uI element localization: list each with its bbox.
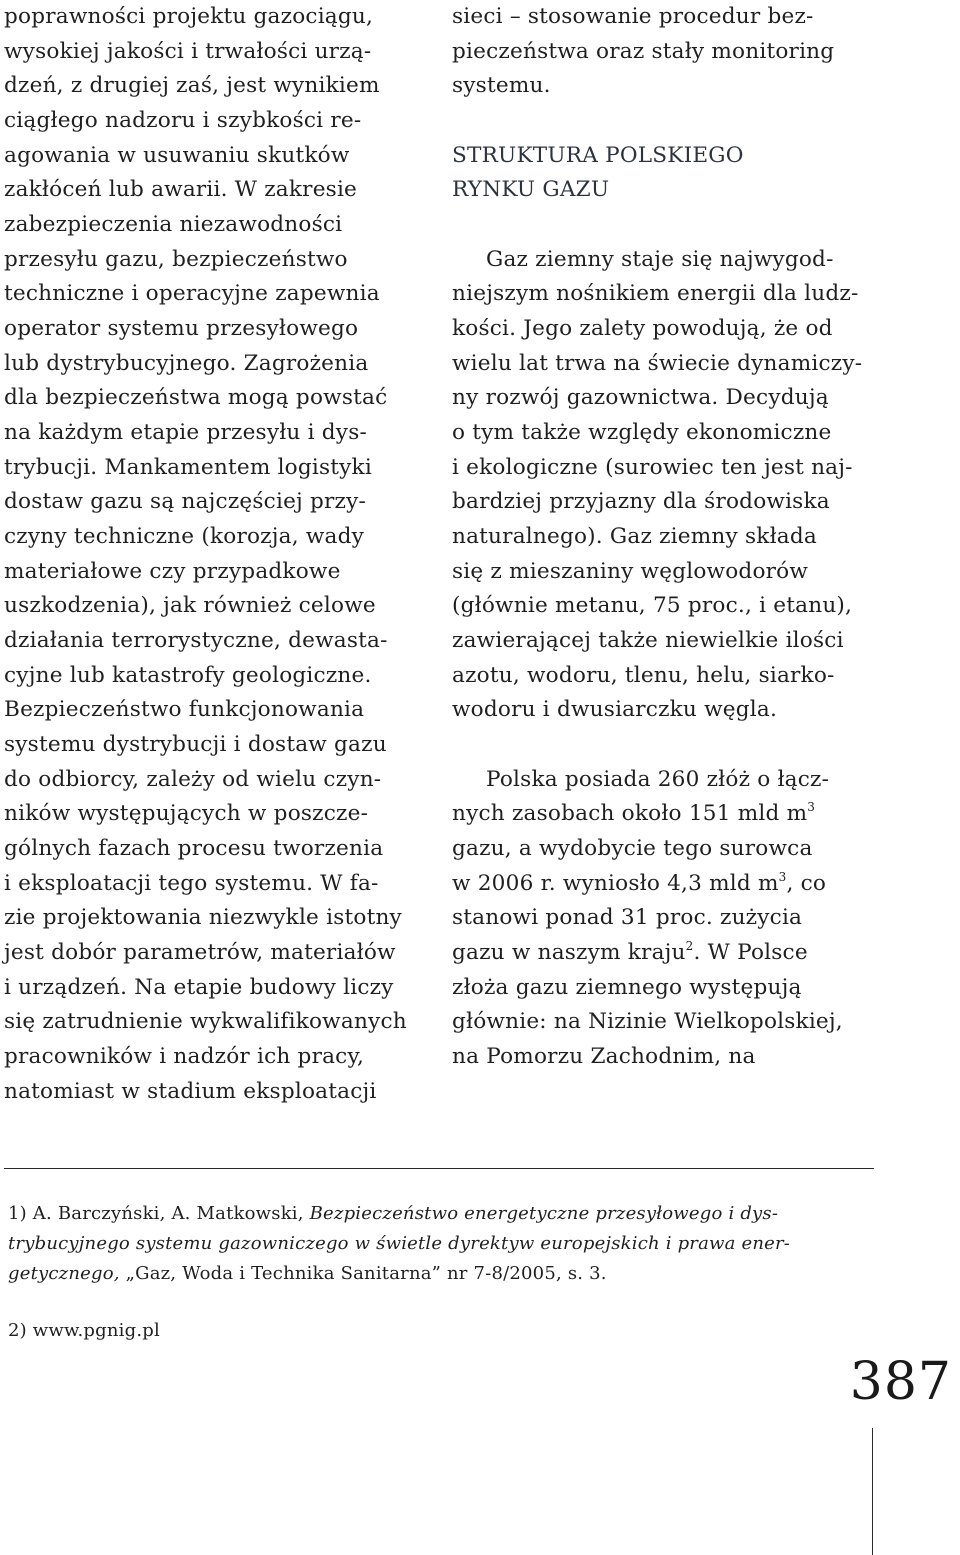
footnote-author: 1) A. Barczyński, A. Matkowski, (8, 1203, 310, 1224)
text-line: stanowi ponad 31 proc. zużycia (452, 905, 803, 931)
text-line: ny rozwój gazownictwa. Decydują (452, 385, 829, 411)
heading-line: STRUKTURA POLSKIEGO (452, 142, 744, 168)
text-segment: . W Polsce (693, 940, 808, 966)
text-line: i urządzeń. Na etapie budowy liczy (4, 974, 394, 1000)
text-line: niejszym nośnikiem energii dla ludz- (452, 281, 859, 307)
footnote-title: trybucyjnego systemu gazowniczego w świetle dyrektyw europejskich i prawa ener- (8, 1233, 791, 1254)
text-line: wysokiej jakości i trwałości urzą- (4, 38, 372, 64)
section-heading (452, 139, 872, 208)
text-line: wielu lat trwa na świecie dynamiczy- (452, 350, 863, 376)
text-line: naturalnego). Gaz ziemny składa (452, 524, 817, 550)
text-line: Bezpieczeństwo funkcjonowania (4, 697, 365, 723)
page-vertical-rule (872, 1428, 873, 1555)
text-line (452, 797, 872, 832)
text-line: dostaw gazu są najczęściej przy- (4, 489, 367, 515)
text-line: ciągłego nadzoru i szybkości re- (4, 108, 362, 134)
text-line: się zatrudnienie wykwalifikowanych (4, 1009, 407, 1035)
text-line: przesyłu gazu, bezpieczeństwo (4, 246, 348, 272)
text-line: lub dystrybucyjnego. Zagrożenia (4, 350, 369, 376)
text-line: na Pomorzu Zachodnim, na (452, 1044, 756, 1070)
text-line: na każdym etapie przesyłu i dys- (4, 420, 367, 446)
text-line: zie projektowania niezwykle istotny (4, 905, 402, 931)
footnote-line (8, 1259, 790, 1289)
text-line: zawierającej także niewielkie ilości (452, 628, 844, 654)
text-segment: , co (786, 870, 827, 896)
text-line: natomiast w stadium eksploatacji (4, 1078, 377, 1104)
paragraph-natural-gas (452, 243, 872, 728)
text-line: cyjne lub katastrofy geologiczne. (4, 662, 372, 688)
text-line: zabezpieczenia niezawodności (4, 212, 343, 238)
text-line: do odbiorcy, zależy od wielu czyn- (4, 766, 382, 792)
text-line: Gaz ziemny staje się najwygod- (486, 246, 834, 272)
intro-paragraph (452, 0, 872, 104)
text-line: czyny techniczne (korozja, wady (4, 524, 365, 550)
text-line: złoża gazu ziemnego występują (452, 974, 802, 1000)
text-segment: w 2006 r. wyniosło 4,3 mld m (452, 870, 779, 896)
text-line: systemu dystrybucji i dostaw gazu (4, 732, 387, 758)
footnote-line (8, 1229, 790, 1259)
text-line: kości. Jego zalety powodują, że od (452, 316, 833, 342)
left-text-column (4, 0, 429, 1110)
text-line: gazu, a wydobycie tego surowca (452, 836, 813, 862)
text-line: uszkodzenia), jak również celowe (4, 593, 376, 619)
text-line: dzeń, z drugiej zaś, jest wynikiem (4, 73, 380, 99)
text-line: głównie: na Nizinie Wielkopolskiej, (452, 1009, 843, 1035)
text-line: bardziej przyjazny dla środowiska (452, 489, 830, 515)
text-line: działania terrorystyczne, dewasta- (4, 628, 388, 654)
text-line: ników występujących w poszcze- (4, 801, 369, 827)
text-line: operator systemu przesyłowego (4, 316, 359, 342)
text-segment: gazu w naszym kraju (452, 940, 686, 966)
heading-line: RYNKU GAZU (452, 177, 610, 203)
text-line (452, 936, 872, 971)
text-line: i ekologiczne (surowiec ten jest naj- (452, 454, 853, 480)
text-line: wodoru i dwusiarczku węgla. (452, 697, 778, 723)
text-line: agowania w usuwaniu skutków (4, 142, 350, 168)
footnote-source: „Gaz, Woda i Technika Sanitarna” nr 7-8/2005, s. 3. (119, 1263, 607, 1284)
text-line: jest dobór parametrów, materiałów (4, 940, 396, 966)
text-segment: nych zasobach około 151 mld m (452, 801, 808, 827)
page-number: 387 (849, 1352, 952, 1412)
text-line: o tym także względy ekonomiczne (452, 420, 832, 446)
text-line: systemu. (452, 73, 551, 99)
text-line: dla bezpieczeństwa mogą powstać (4, 385, 388, 411)
text-line: materiałowe czy przypadkowe (4, 558, 341, 584)
text-line: trybucji. Mankamentem logistyki (4, 454, 372, 480)
footnote-title: getycznego, (8, 1263, 120, 1284)
footnote-line (8, 1199, 790, 1229)
footnote-1 (8, 1199, 790, 1289)
footnote-2: 2) www.pgnig.pl (8, 1320, 160, 1341)
footnote-ref: 2 (685, 939, 694, 954)
text-line: Polska posiada 260 złóż o łącz- (486, 766, 830, 792)
text-line: i eksploatacji tego systemu. W fa- (4, 870, 379, 896)
text-line: sieci – stosowanie procedur bez- (452, 4, 814, 29)
footnote-separator (4, 1168, 874, 1169)
superscript: 3 (807, 800, 816, 815)
text-line: azotu, wodoru, tlenu, helu, siarko- (452, 662, 835, 688)
text-line: (głównie metanu, 75 proc., i etanu), (452, 593, 853, 619)
text-line: pracowników i nadzór ich pracy, (4, 1044, 365, 1070)
text-line: zakłóceń lub awarii. W zakresie (4, 177, 358, 203)
paragraph-poland-gas (452, 763, 872, 1075)
text-line: techniczne i operacyjne zapewnia (4, 281, 380, 307)
text-line: się z mieszaniny węglowodorów (452, 558, 809, 584)
text-line: gólnych fazach procesu tworzenia (4, 836, 384, 862)
text-line (452, 867, 872, 902)
superscript: 3 (778, 869, 787, 884)
text-line: poprawności projektu gazociągu, (4, 4, 374, 29)
footnote-title: Bezpieczeństwo energetyczne przesyłowego i dys- (309, 1203, 779, 1224)
right-text-column (452, 0, 872, 1075)
text-line: pieczeństwa oraz stały monitoring (452, 38, 835, 64)
